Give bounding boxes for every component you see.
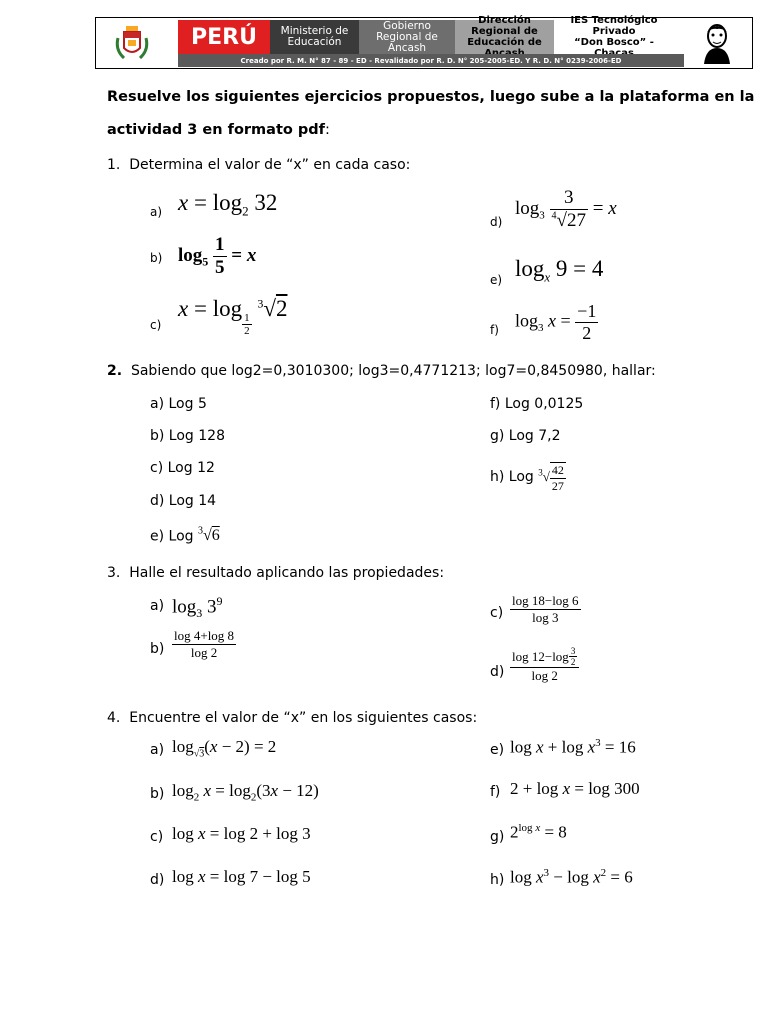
question-4-text: Encuentre el valor de “x” en los siguientes casos:: [129, 710, 478, 726]
q3-label-d: d): [490, 664, 505, 680]
question-3: [107, 565, 444, 581]
q4-expression-g: $2^{log x} = 8$: [510, 822, 567, 842]
q4-label-f: f): [490, 784, 501, 800]
q1-expression-c: x = log $\frac{1}{2}$ $^3$√2: [178, 296, 288, 337]
direccion-regional-label: Dirección Regional de Educación de: [455, 20, 554, 54]
q2-item-e-label: e) Log: [150, 528, 194, 545]
instructions-line-1: Resuelve los siguientes ejercicios propuestos, luego sube a la plataforma en la: [107, 89, 755, 105]
q4-label-a: a): [150, 742, 165, 758]
q3-label-a: a): [150, 598, 165, 614]
institute-line-3: “Don Bosco” -: [574, 37, 654, 48]
accreditation-bar: Creado por R. M. N° 87 - 89 - ED - Revalidado por R. D. N° 205-2005-ED. Y R. D. N° 0239-2006-ED: [178, 54, 684, 67]
question-1: [107, 157, 410, 173]
instructions-colon: :: [324, 122, 330, 138]
q1-label-b: b): [150, 251, 163, 265]
q1-expression-b: $\log_5$ $\frac{1}{5}$ = x: [178, 234, 257, 278]
q4-label-g: g): [490, 829, 505, 845]
q2-item-a: a) Log 5: [150, 396, 207, 412]
q1-label-a: a): [150, 205, 163, 219]
question-2-number: 2.: [107, 363, 123, 379]
instructions-line-2: [107, 122, 330, 138]
q4-expression-f: 2 + log x = log 300: [510, 779, 640, 798]
q1-expression-e: $\log_x 9 = 4$: [515, 256, 604, 285]
q2-item-h: h) Log $^3$√ $\frac{42}{27}$: [490, 463, 564, 493]
q2-item-f: f) Log 0,0125: [490, 396, 584, 412]
q2-item-b: b) Log 128: [150, 428, 225, 444]
q1-label-e: e): [490, 273, 503, 287]
q3-expression-a: $\log_3 3^9$: [172, 594, 223, 621]
question-2-text: Sabiendo que log2=0,3010300; log3=0,4771213; log7=0,8450980, hallar:: [130, 363, 656, 379]
instructions-line-2-text: actividad 3 en formato pdf: [107, 122, 325, 138]
q2-item-e: e) Log $^3$√6: [150, 526, 220, 545]
q3-label-b: b): [150, 641, 165, 657]
institute-line-1: IES Tecnológico: [570, 15, 658, 26]
q3-expression-b: $\frac{\log 4+\log 8}{\log 2}$: [174, 628, 235, 660]
don-bosco-portrait-icon: [700, 22, 734, 64]
q2-item-d: d) Log 14: [150, 493, 217, 509]
question-4: [107, 710, 477, 726]
q4-label-c: c): [150, 829, 164, 845]
q2-item-g: g) Log 7,2: [490, 428, 561, 444]
q1-label-c: c): [150, 318, 162, 332]
q4-expression-a: $\log_{√3}(x - 2) = 2$: [172, 737, 277, 760]
coat-of-arms-icon: [114, 24, 150, 62]
q4-expression-b: $\log_2 x = \log_2(3x - 12)$: [172, 781, 319, 804]
institute-line-2: Privado: [592, 26, 636, 37]
q2-item-c: c) Log 12: [150, 460, 215, 476]
q4-expression-e: $\log x + \log x^3 = 16$: [510, 737, 636, 757]
question-3-number: 3.: [107, 565, 121, 581]
q4-expression-d: log x = log 7 − log 5: [172, 867, 311, 886]
institute-label: [554, 15, 674, 54]
q4-expression-h: $\log x^3 - \log x^2 = 6$: [510, 867, 633, 887]
gobierno-regional-label: Gobierno Regional de Ancash: [359, 20, 455, 54]
q3-expression-d: log 12−log $\frac{3}{2}$ log 2: [510, 646, 579, 684]
peru-label: PERÚ: [178, 20, 270, 54]
q2-item-h-label: h) Log: [490, 468, 534, 485]
q4-expression-c: log x = log 2 + log 3: [172, 824, 311, 843]
q1-expression-d: $\log_3$ $\frac{3}{^4√27}$ = x: [515, 187, 617, 231]
question-4-number: 4.: [107, 710, 121, 726]
question-1-text: Determina el valor de “x” en cada caso:: [129, 157, 411, 173]
q4-label-h: h): [490, 872, 505, 888]
q4-label-e: e): [490, 742, 505, 758]
question-3-text: Halle el resultado aplicando las propiedades:: [129, 565, 445, 581]
letterhead: [95, 17, 753, 69]
q4-label-d: d): [150, 872, 165, 888]
q3-expression-c: $\frac{\log 18-\log 6}{\log 3}$: [512, 593, 579, 625]
question-2: [107, 363, 656, 379]
q1-expression-f: $\log_3 x$ = $\frac{-1}{2}$: [515, 301, 597, 343]
q3-label-c: c): [490, 605, 504, 621]
q1-label-f: f): [490, 323, 499, 337]
q4-label-b: b): [150, 786, 165, 802]
q1-expression-a: $x = \log_2 32$: [178, 190, 278, 219]
question-1-number: 1.: [107, 157, 121, 173]
ministerio-label: Ministerio de Educación: [270, 20, 359, 54]
q1-label-d: d): [490, 215, 503, 229]
